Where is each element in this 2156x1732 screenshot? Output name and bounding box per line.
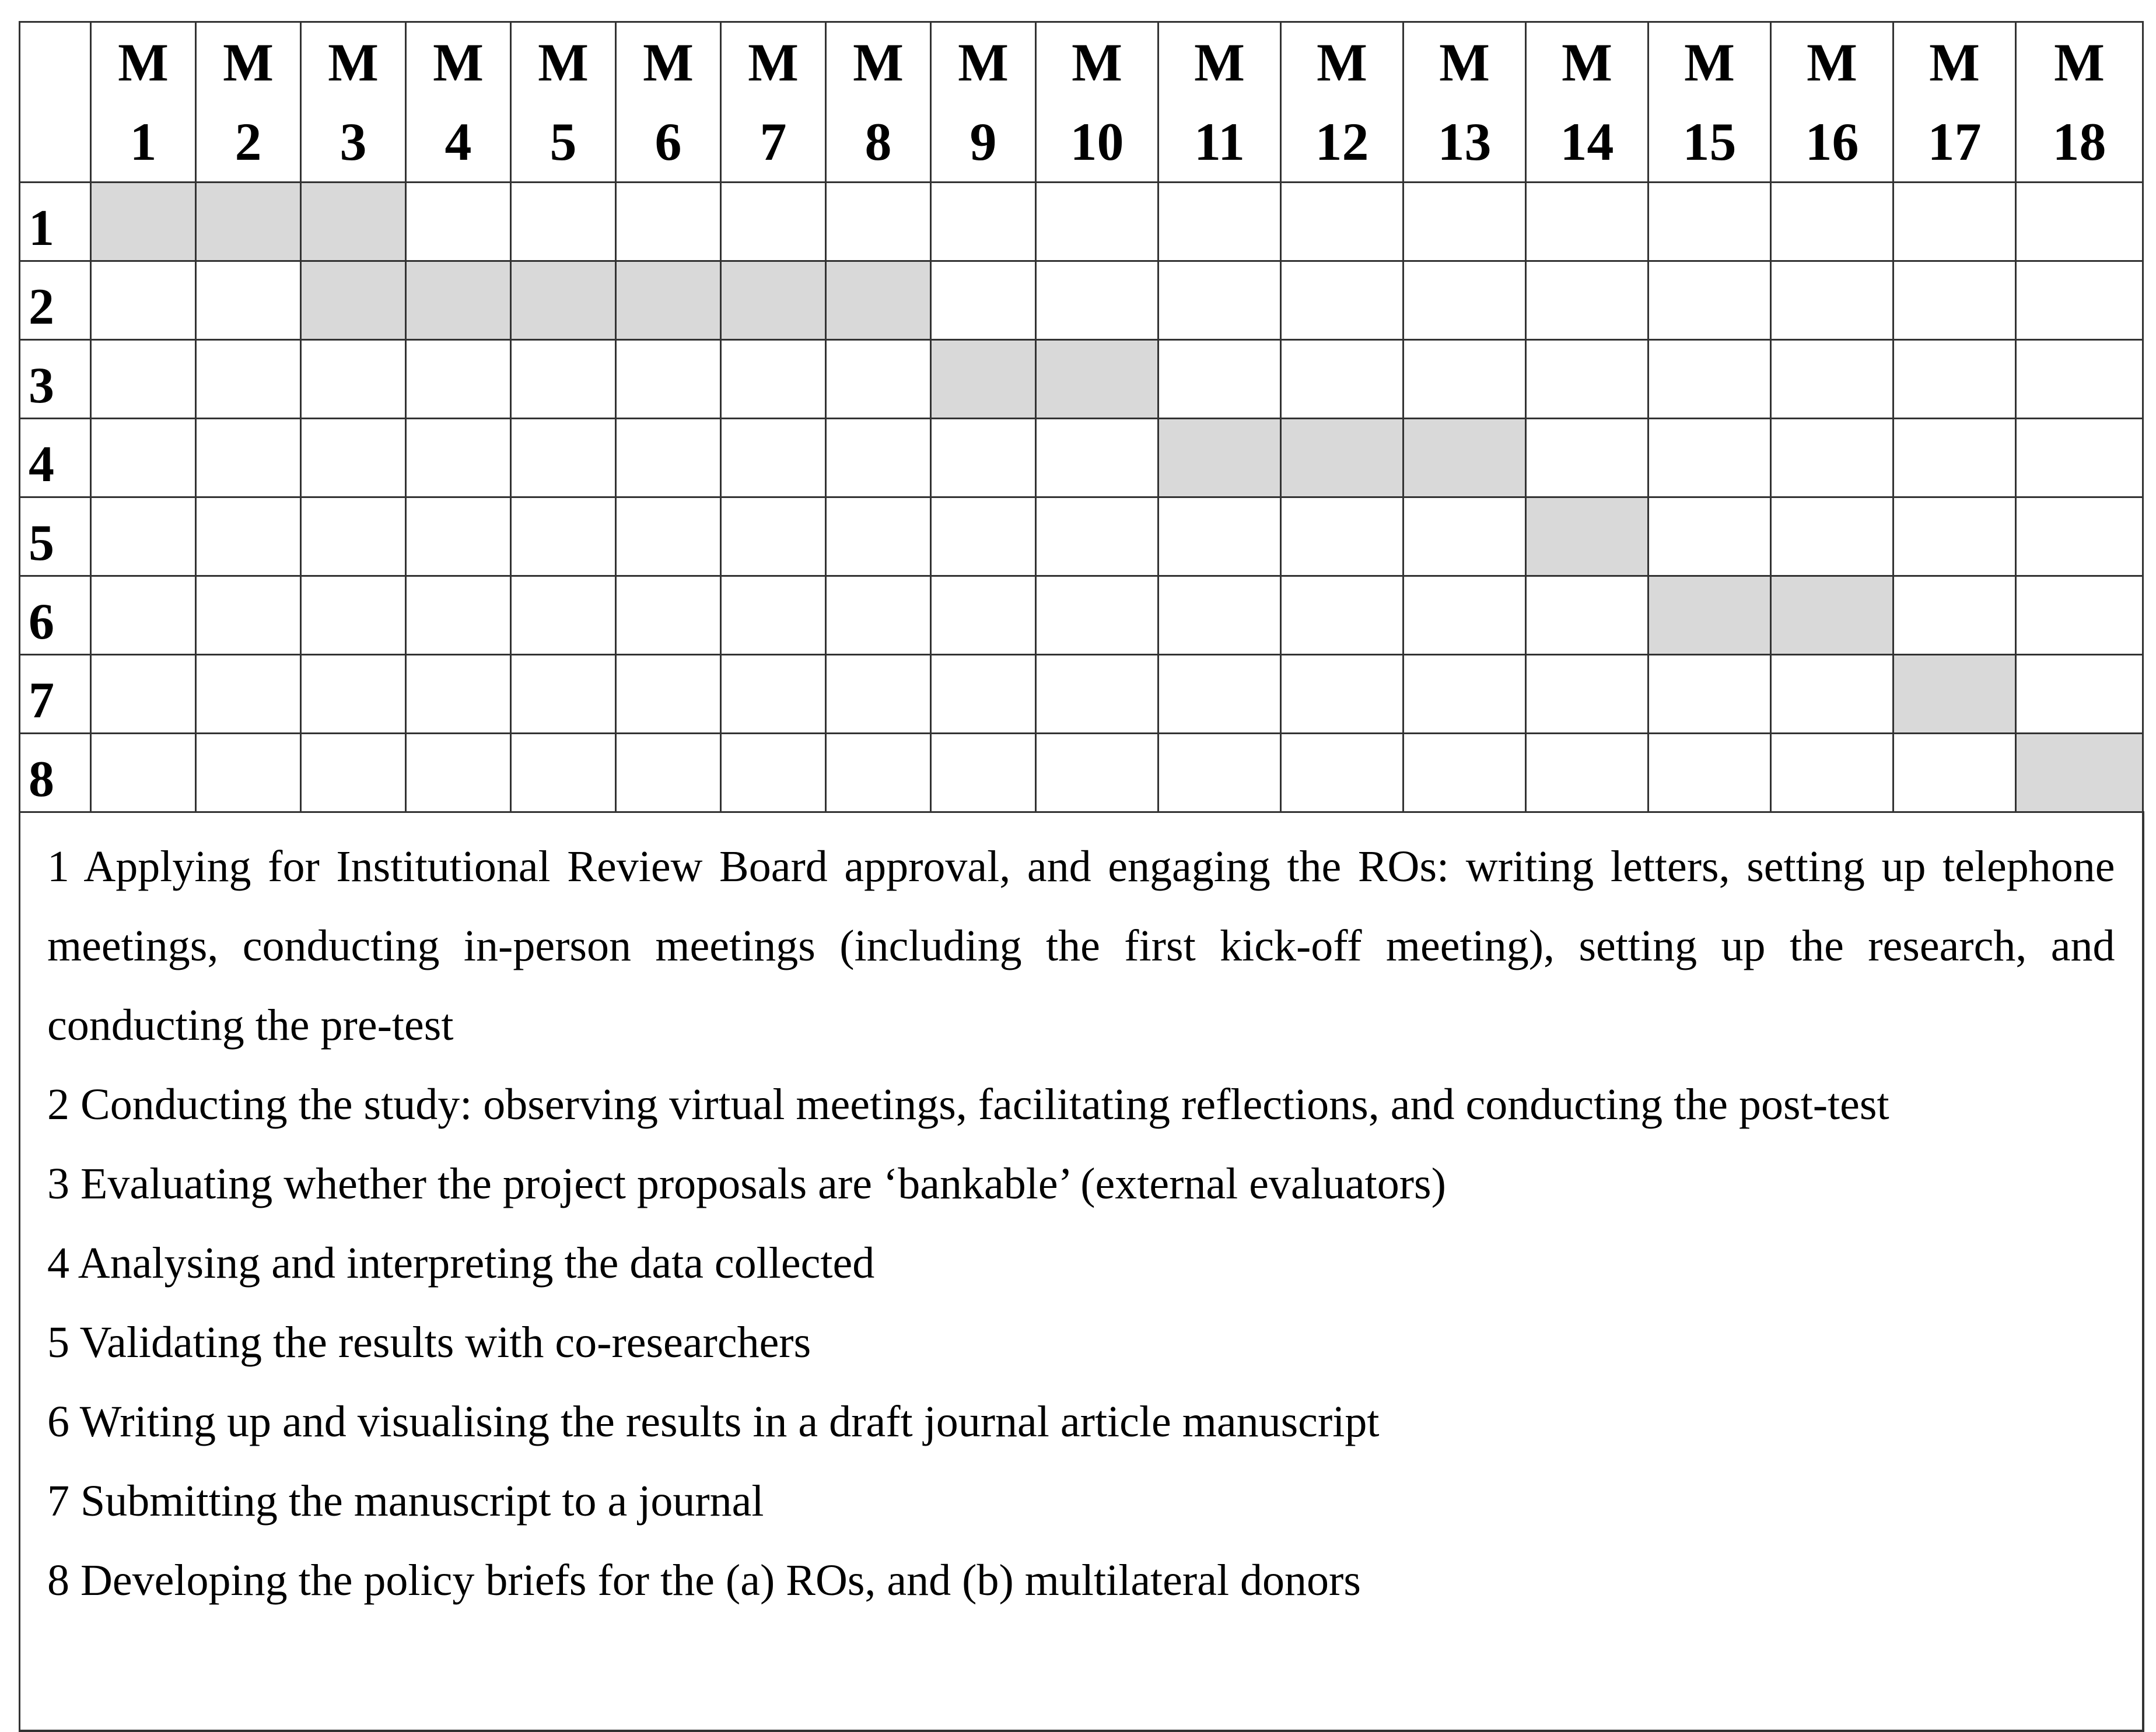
month-prefix: M (328, 33, 379, 92)
timeline-cell (826, 497, 931, 576)
timeline-cell-active (1281, 419, 1404, 497)
month-number: 10 (1070, 112, 1124, 171)
timeline-cell (1404, 340, 1526, 419)
timeline-cell (1281, 340, 1404, 419)
timeline-cell (1894, 576, 2016, 655)
gantt-timeline-table (19, 21, 2144, 1732)
month-header (721, 22, 826, 183)
month-prefix: M (958, 33, 1009, 92)
month-number: 7 (760, 112, 787, 171)
timeline-cell (1281, 655, 1404, 734)
legend-item: 3 Evaluating whether the project proposals are ‘bankable’ (external evaluators) (47, 1159, 1446, 1208)
timeline-cell-active (1526, 497, 1648, 576)
month-number: 14 (1560, 112, 1614, 171)
timeline-cell (931, 576, 1036, 655)
timeline-cell (406, 734, 511, 812)
month-prefix: M (223, 33, 274, 92)
timeline-cell (616, 497, 721, 576)
timeline-cell (91, 734, 196, 812)
timeline-cell (1404, 497, 1526, 576)
timeline-cell (196, 419, 301, 497)
timeline-cell (1404, 655, 1526, 734)
month-header (1404, 22, 1526, 183)
month-header (616, 22, 721, 183)
timeline-cell-active (1771, 576, 1894, 655)
timeline-cell (1036, 183, 1158, 261)
timeline-cell-active (196, 183, 301, 261)
month-prefix: M (118, 33, 169, 92)
timeline-cell (196, 655, 301, 734)
timeline-cell (1771, 734, 1894, 812)
timeline-cell-active (826, 261, 931, 340)
month-number: 4 (444, 112, 472, 171)
month-prefix: M (1562, 33, 1612, 92)
timeline-cell (2016, 340, 2143, 419)
legend-item: 6 Writing up and visualising the results in a draft journal article manuscript (47, 1397, 1380, 1446)
legend-row (20, 812, 2143, 1731)
timeline-cell (1526, 734, 1648, 812)
timeline-cell (1771, 655, 1894, 734)
legend-item: 4 Analysing and interpreting the data collected (47, 1239, 875, 1288)
month-prefix: M (643, 33, 694, 92)
timeline-cell (1894, 340, 2016, 419)
timeline-cell (616, 183, 721, 261)
month-prefix: M (1929, 33, 1980, 92)
timeline-cell (91, 576, 196, 655)
timeline-cell (1281, 734, 1404, 812)
timeline-cell (406, 340, 511, 419)
month-number: 12 (1315, 112, 1369, 171)
activity-row (20, 419, 2143, 497)
timeline-cell (1404, 734, 1526, 812)
month-prefix: M (1194, 33, 1245, 92)
timeline-cell (196, 734, 301, 812)
timeline-cell (1404, 576, 1526, 655)
timeline-cell (826, 576, 931, 655)
timeline-cell (511, 183, 616, 261)
timeline-cell (826, 655, 931, 734)
timeline-cell (406, 655, 511, 734)
month-number: 8 (864, 112, 892, 171)
activity-row (20, 576, 2143, 655)
month-number: 9 (970, 112, 997, 171)
timeline-cell (91, 261, 196, 340)
activity-number: 7 (20, 655, 91, 734)
month-prefix: M (538, 33, 589, 92)
timeline-cell (1281, 497, 1404, 576)
month-number: 11 (1194, 112, 1245, 171)
timeline-cell (1404, 183, 1526, 261)
timeline-cell (511, 340, 616, 419)
activity-number: 5 (20, 497, 91, 576)
timeline-cell (721, 576, 826, 655)
timeline-cell (406, 183, 511, 261)
timeline-cell (616, 576, 721, 655)
timeline-cell (1281, 183, 1404, 261)
timeline-cell (301, 655, 406, 734)
timeline-cell (2016, 183, 2143, 261)
legend-item: 7 Submitting the manuscript to a journal (47, 1477, 764, 1526)
timeline-cell (301, 576, 406, 655)
timeline-cell (196, 340, 301, 419)
timeline-cell (721, 734, 826, 812)
timeline-cell (1894, 419, 2016, 497)
month-prefix: M (1684, 33, 1735, 92)
timeline-cell (1036, 734, 1158, 812)
timeline-cell (1158, 340, 1281, 419)
month-header (1158, 22, 1281, 183)
timeline-cell (406, 497, 511, 576)
timeline-cell (1158, 261, 1281, 340)
timeline-cell (1648, 183, 1771, 261)
timeline-cell (196, 497, 301, 576)
legend-item: 5 Validating the results with co-researchers (47, 1318, 811, 1367)
month-number: 17 (1927, 112, 1982, 171)
month-header (1036, 22, 1158, 183)
timeline-cell (406, 576, 511, 655)
timeline-cell (1771, 340, 1894, 419)
timeline-cell-active (2016, 734, 2143, 812)
month-prefix: M (1072, 33, 1122, 92)
month-header (1281, 22, 1404, 183)
timeline-cell-active (406, 261, 511, 340)
timeline-cell (2016, 497, 2143, 576)
month-number: 5 (550, 112, 577, 171)
timeline-cell (301, 734, 406, 812)
timeline-cell (826, 340, 931, 419)
activity-row (20, 655, 2143, 734)
timeline-cell (1036, 497, 1158, 576)
month-header (1526, 22, 1648, 183)
timeline-cell (1036, 419, 1158, 497)
timeline-cell (1894, 734, 2016, 812)
timeline-cell (1281, 576, 1404, 655)
timeline-cell (931, 261, 1036, 340)
timeline-cell (1526, 183, 1648, 261)
month-header (511, 22, 616, 183)
timeline-cell-active (1648, 576, 1771, 655)
month-prefix: M (433, 33, 484, 92)
timeline-cell (2016, 576, 2143, 655)
month-header (1648, 22, 1771, 183)
activity-number: 1 (20, 183, 91, 261)
timeline-cell (931, 419, 1036, 497)
month-prefix: M (1439, 33, 1490, 92)
timeline-cell (931, 183, 1036, 261)
timeline-cell (2016, 261, 2143, 340)
timeline-cell-active (91, 183, 196, 261)
month-header (826, 22, 931, 183)
activity-number: 2 (20, 261, 91, 340)
timeline-cell (91, 655, 196, 734)
activity-number: 6 (20, 576, 91, 655)
timeline-cell (91, 340, 196, 419)
timeline-cell (1036, 261, 1158, 340)
timeline-cell (406, 419, 511, 497)
month-number: 15 (1682, 112, 1737, 171)
timeline-cell (1648, 497, 1771, 576)
legend-item: 2 Conducting the study: observing virtual meetings, facilitating reflections, and conducting the post-test (47, 1080, 1889, 1129)
month-header (406, 22, 511, 183)
month-header (301, 22, 406, 183)
month-prefix: M (853, 33, 904, 92)
timeline-cell-active (1158, 419, 1281, 497)
timeline-cell (1036, 655, 1158, 734)
timeline-cell (1526, 261, 1648, 340)
timeline-cell (1894, 261, 2016, 340)
month-prefix: M (2054, 33, 2105, 92)
timeline-cell (721, 497, 826, 576)
month-number: 13 (1437, 112, 1492, 171)
timeline-cell (1526, 340, 1648, 419)
legend-item: 1 Applying for Institutional Review Board approval, and engaging the ROs: writing letters, setting up telephone meetings, conducting in-person meetings (including the first kick-off meeting), setting up the research, and conducting the pre-test (47, 842, 2115, 1050)
timeline-cell (301, 340, 406, 419)
timeline-cell (1894, 183, 2016, 261)
month-number: 1 (130, 112, 157, 171)
activity-legend (20, 812, 2143, 1731)
timeline-cell (1771, 497, 1894, 576)
timeline-cell (1526, 655, 1648, 734)
timeline-cell (91, 497, 196, 576)
timeline-cell (196, 261, 301, 340)
timeline-cell (511, 734, 616, 812)
activity-rows (20, 183, 2143, 812)
timeline-cell (2016, 419, 2143, 497)
month-header (196, 22, 301, 183)
timeline-cell (1526, 576, 1648, 655)
timeline-cell (1158, 183, 1281, 261)
timeline-cell (1158, 734, 1281, 812)
timeline-cell (1526, 419, 1648, 497)
timeline-cell (1648, 261, 1771, 340)
timeline-cell-active (301, 183, 406, 261)
timeline-cell (826, 734, 931, 812)
month-header (2016, 22, 2143, 183)
timeline-cell-active (511, 261, 616, 340)
activity-number: 4 (20, 419, 91, 497)
month-number: 16 (1805, 112, 1859, 171)
timeline-cell (1771, 261, 1894, 340)
timeline-cell (1404, 261, 1526, 340)
month-number: 6 (654, 112, 682, 171)
timeline-cell (511, 419, 616, 497)
timeline-cell (721, 419, 826, 497)
timeline-cell (301, 419, 406, 497)
timeline-cell (616, 340, 721, 419)
activity-row (20, 734, 2143, 812)
month-prefix: M (1317, 33, 1367, 92)
timeline-cell-active (1036, 340, 1158, 419)
timeline-cell (721, 655, 826, 734)
month-header (931, 22, 1036, 183)
timeline-cell (511, 576, 616, 655)
corner-cell (20, 22, 91, 183)
timeline-cell-active (721, 261, 826, 340)
month-header (91, 22, 196, 183)
timeline-cell (826, 183, 931, 261)
legend-item: 8 Developing the policy briefs for the (a) ROs, and (b) multilateral donors (47, 1556, 1361, 1605)
timeline-cell (1158, 655, 1281, 734)
timeline-cell (931, 497, 1036, 576)
timeline-cell (301, 497, 406, 576)
timeline-cell-active (1894, 655, 2016, 734)
activity-row (20, 497, 2143, 576)
timeline-cell-active (616, 261, 721, 340)
timeline-cell (616, 655, 721, 734)
month-prefix: M (748, 33, 799, 92)
timeline-cell (826, 419, 931, 497)
timeline-cell (616, 734, 721, 812)
month-prefix: M (1807, 33, 1857, 92)
timeline-cell (1894, 497, 2016, 576)
timeline-cell (931, 734, 1036, 812)
timeline-cell (1648, 734, 1771, 812)
timeline-cell (1158, 497, 1281, 576)
timeline-cell (721, 340, 826, 419)
timeline-cell (196, 576, 301, 655)
timeline-cell-active (301, 261, 406, 340)
timeline-cell (616, 419, 721, 497)
month-number: 3 (340, 112, 367, 171)
month-header-row (20, 22, 2143, 183)
timeline-cell (511, 655, 616, 734)
timeline-cell (1648, 655, 1771, 734)
month-number: 18 (2052, 112, 2106, 171)
month-header (1894, 22, 2016, 183)
timeline-cell-active (1404, 419, 1526, 497)
month-number: 2 (235, 112, 262, 171)
timeline-cell (91, 419, 196, 497)
timeline-cell (931, 655, 1036, 734)
timeline-cell (1036, 576, 1158, 655)
timeline-cell (1771, 419, 1894, 497)
activity-number: 3 (20, 340, 91, 419)
timeline-cell (1158, 576, 1281, 655)
timeline-cell (2016, 655, 2143, 734)
timeline-cell (1648, 419, 1771, 497)
timeline-cell (721, 183, 826, 261)
timeline-cell (511, 497, 616, 576)
activity-row (20, 183, 2143, 261)
activity-row (20, 261, 2143, 340)
activity-number: 8 (20, 734, 91, 812)
month-header (1771, 22, 1894, 183)
timeline-cell (1648, 340, 1771, 419)
timeline-cell (1771, 183, 1894, 261)
timeline-cell-active (931, 340, 1036, 419)
activity-row (20, 340, 2143, 419)
timeline-cell (1281, 261, 1404, 340)
